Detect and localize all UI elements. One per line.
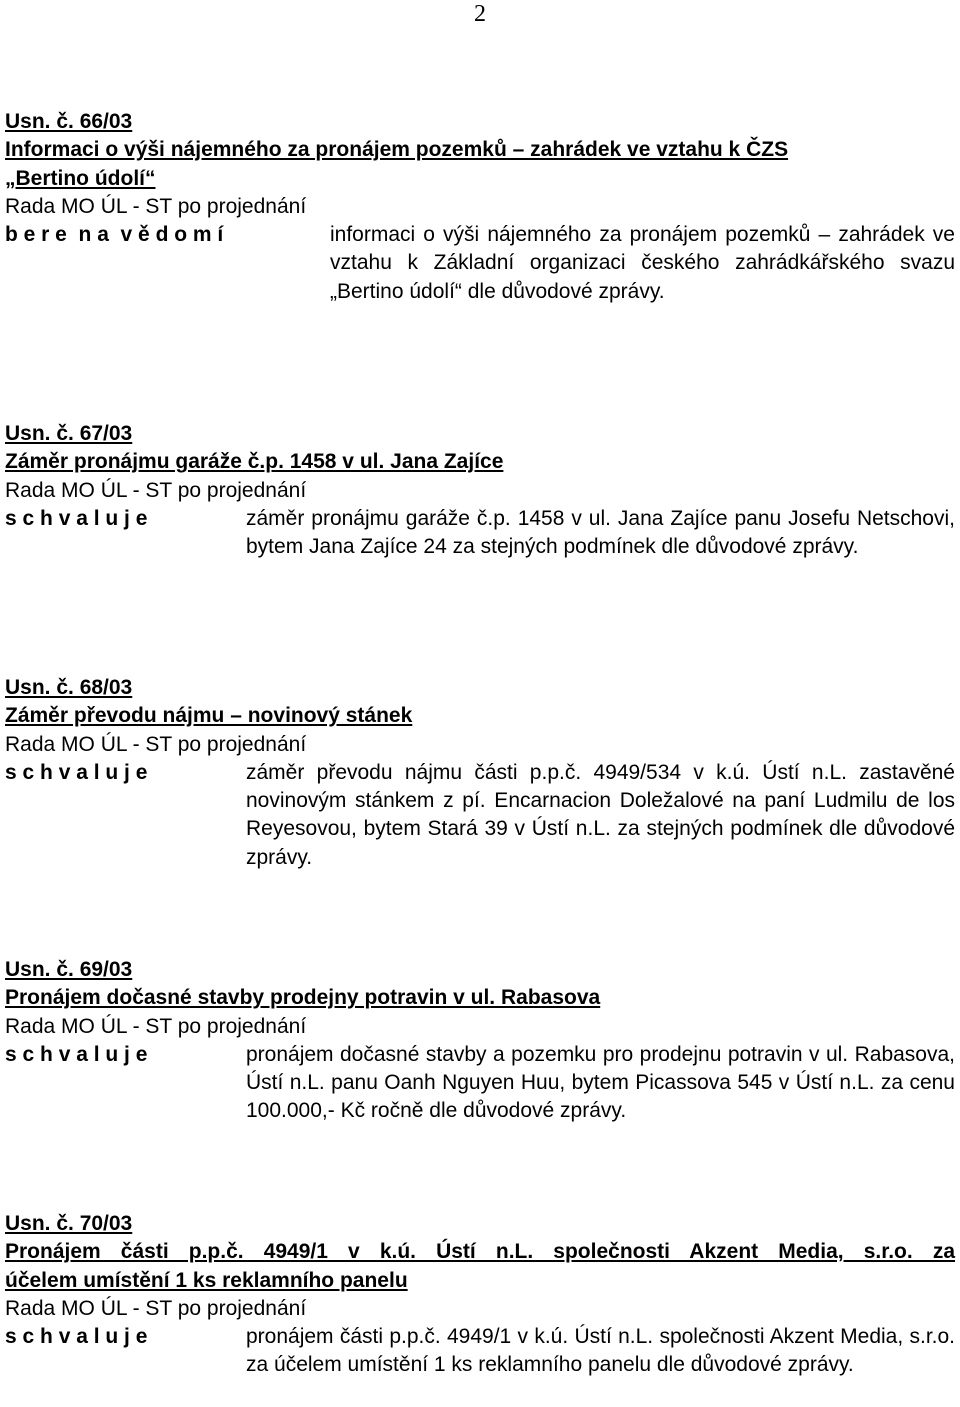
resolution-title: Záměr převodu nájmu – novinový stánek bbox=[5, 704, 413, 728]
resolution-title: „Bertino údolí“ bbox=[5, 166, 156, 190]
resolution-title: Informaci o výši nájemného za pronájem pozemků – zahrádek ve vztahu k ČZS bbox=[5, 138, 789, 162]
resolution-number: Usn. č. 67/03 bbox=[5, 422, 133, 445]
resolution-text: pronájem části p.p.č. 4949/1 v k.ú. Ústí n.L. společnosti Akzent Media, s.r.o. za účelem umístění 1 ks reklamního panelu dle důvodové zprávy. bbox=[246, 1325, 955, 1377]
council-line: Rada MO ÚL - ST po projednání bbox=[5, 732, 307, 756]
resolution-title: Záměr pronájmu garáže č.p. 1458 v ul. Jana Zajíce bbox=[5, 450, 504, 474]
resolution-69 bbox=[5, 956, 955, 1126]
resolution-text: záměr převodu nájmu části p.p.č. 4949/534 v k.ú. Ústí n.L. zastavěné novinovým stánkem z pí. Encarnacion Doležalové na paní Ludmilu de los Reyesovou, bytem Stará 39 v Ústí n.L. za stejných podmínek dle důvodové zprávy. bbox=[246, 760, 955, 869]
resolution-67 bbox=[5, 420, 955, 561]
resolution-text: pronájem dočasné stavby a pozemku pro prodejnu potravin v ul. Rabasova, Ústí n.L. panu Oanh Nguyen Huu, bytem Picassova 545 v Ústí n.L. za cenu 100.000,- Kč ročně dle důvodové zprávy. bbox=[246, 1042, 955, 1123]
resolution-verb: s c h v a l u j e bbox=[5, 1042, 148, 1066]
resolution-body bbox=[5, 759, 955, 872]
resolution-text: informaci o výši nájemného za pronájem pozemků – zahrádek ve vztahu k Základní organizaci českého zahrádkářského svazu „Bertino údolí“ dle důvodové zprávy. bbox=[330, 223, 955, 303]
resolution-verb: b e r e n a v ě d o m í bbox=[5, 223, 224, 247]
resolution-68 bbox=[5, 674, 955, 872]
page-number: 2 bbox=[474, 1, 486, 27]
resolution-66 bbox=[5, 108, 955, 306]
resolution-text: záměr pronájmu garáže č.p. 1458 v ul. Jana Zajíce panu Josefu Netschovi, bytem Jana Zajíce 24 za stejných podmínek dle důvodové zprávy. bbox=[246, 506, 955, 559]
resolution-body bbox=[5, 1041, 955, 1126]
resolution-verb: s c h v a l u j e bbox=[5, 1325, 148, 1349]
council-line: Rada MO ÚL - ST po projednání bbox=[5, 1296, 307, 1320]
resolution-70 bbox=[5, 1210, 955, 1380]
resolution-title: Pronájem dočasné stavby prodejny potravin v ul. Rabasova bbox=[5, 986, 601, 1010]
resolution-verb: s c h v a l u j e bbox=[5, 506, 148, 530]
resolution-title: účelem umístění 1 ks reklamního panelu bbox=[5, 1268, 408, 1292]
resolution-body bbox=[5, 505, 955, 562]
resolution-title: Pronájem části p.p.č. 4949/1 v k.ú. Ústí n.L. společnosti Akzent Media, s.r.o. za bbox=[5, 1240, 955, 1264]
council-line: Rada MO ÚL - ST po projednání bbox=[5, 478, 307, 502]
resolution-body bbox=[5, 1323, 955, 1380]
council-line: Rada MO ÚL - ST po projednání bbox=[5, 194, 307, 218]
resolution-number: Usn. č. 68/03 bbox=[5, 676, 133, 699]
resolution-number: Usn. č. 70/03 bbox=[5, 1212, 133, 1235]
council-line: Rada MO ÚL - ST po projednání bbox=[5, 1014, 307, 1038]
resolution-body bbox=[5, 221, 955, 306]
resolution-number: Usn. č. 69/03 bbox=[5, 958, 133, 981]
resolution-verb: s c h v a l u j e bbox=[5, 760, 148, 784]
resolution-number: Usn. č. 66/03 bbox=[5, 110, 133, 133]
